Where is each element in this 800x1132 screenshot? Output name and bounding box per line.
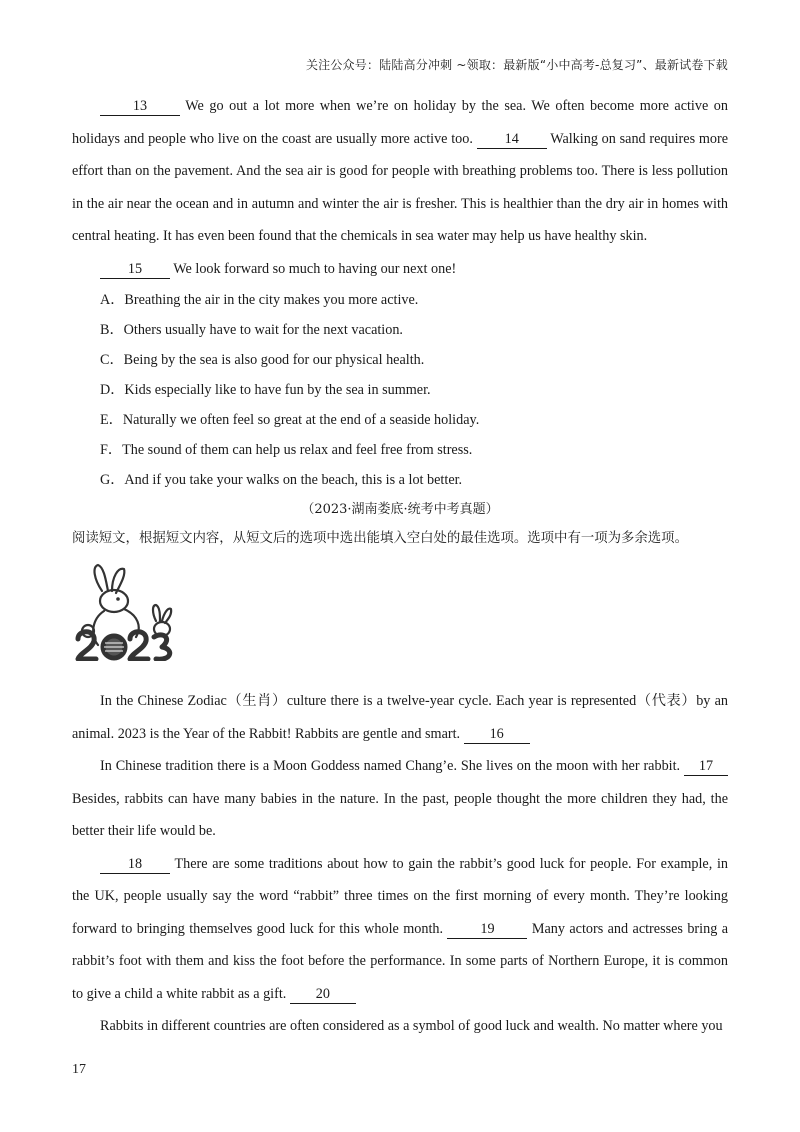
page-content [72, 90, 728, 1043]
passage2-text-3b: Many actors and actresses bring a rabbit’s foot with them and kiss the foot before the performance. In some parts of Northern Europe, it is common to give a child a white rabbit as a gift. [72, 920, 728, 1002]
blank-17: 17 [684, 757, 728, 776]
passage1-paragraph2 [72, 253, 728, 286]
rabbit-2023-illustration [72, 553, 728, 671]
blank-16: 16 [464, 725, 530, 744]
question-source: （2023·湖南娄底·统考中考真题） [301, 502, 499, 517]
passage2-paragraph2 [72, 750, 728, 848]
passage2-text-2a: In Chinese tradition there is a Moon Goddess named Chang’e. She lives on the moon with her rabbit. [100, 758, 684, 774]
passage2-paragraph1 [72, 685, 728, 750]
option-c: C．Being by the sea is also good for our physical health. [100, 352, 425, 368]
page-number: 17 [72, 1062, 86, 1077]
option-e: E．Naturally we often feel so great at the end of a seaside holiday. [100, 412, 480, 428]
option-b: B．Others usually have to wait for the next vacation. [100, 322, 403, 338]
passage1-paragraph1 [72, 90, 728, 253]
rabbit-2023-icon [72, 561, 182, 661]
blank-13: 13 [100, 97, 180, 116]
passage1-text-a: We go out a lot more when we’re on holiday by the sea. We often become more active on holidays and people who live on the coast are usually more active too. [72, 98, 728, 147]
passage2-paragraph4: Rabbits in different countries are often considered as a symbol of good luck and wealth. No matter where you [100, 1018, 723, 1034]
options-list [72, 285, 728, 495]
passage2-text-3a: There are some traditions about how to gain the rabbit’s good luck for people. For example, in the UK, people usually say the word “rabbit” three times on the first morning of every month. They’re looking forward to bringing themselves good luck for this whole month. [72, 855, 728, 937]
option-g: G．And if you take your walks on the beach, this is a lot better. [100, 472, 463, 488]
passage2-text-1: In the Chinese Zodiac（生肖）culture there is a twelve-year cycle. Each year is represented（代表）by an animal. 2023 is the Year of the Rabbit! Rabbits are gentle and smart. [72, 693, 728, 742]
blank-18: 18 [100, 855, 170, 874]
blank-14: 14 [477, 130, 547, 149]
passage1-text-b: Walking on sand requires more effort than on the pavement. And the sea air is good for people with breathing problems too. There is less pollution in the air near the ocean and in autumn and winter the air is fresher. This is healthier than the dry air in homes with central heating. It has even been found that the chemicals in sea water may help us have healthy skin. [72, 130, 728, 244]
instruction-text: 阅读短文，根据短文内容，从短文后的选项中选出能填入空白处的最佳选项。选项中有一项为多余选项。 [72, 531, 688, 546]
blank-19: 19 [447, 920, 527, 939]
blank-20: 20 [290, 985, 356, 1004]
option-f: F．The sound of them can help us relax and feel free from stress. [100, 442, 473, 458]
option-d: D．Kids especially like to have fun by the sea in summer. [100, 382, 431, 398]
page-header: 关注公众号：陆陆高分冲刺 ~领取：最新版“小中高考-总复习”、最新试卷下载 [305, 58, 728, 72]
passage2-paragraph3 [72, 848, 728, 1011]
blank-15: 15 [100, 260, 170, 279]
passage2-text-2b: Besides, rabbits can have many babies in the nature. In the past, people thought the more children they had, the better their life would be. [72, 790, 728, 839]
passage1-text-c: We look forward so much to having our next one! [170, 260, 457, 277]
option-a: A．Breathing the air in the city makes you more active. [100, 292, 419, 308]
